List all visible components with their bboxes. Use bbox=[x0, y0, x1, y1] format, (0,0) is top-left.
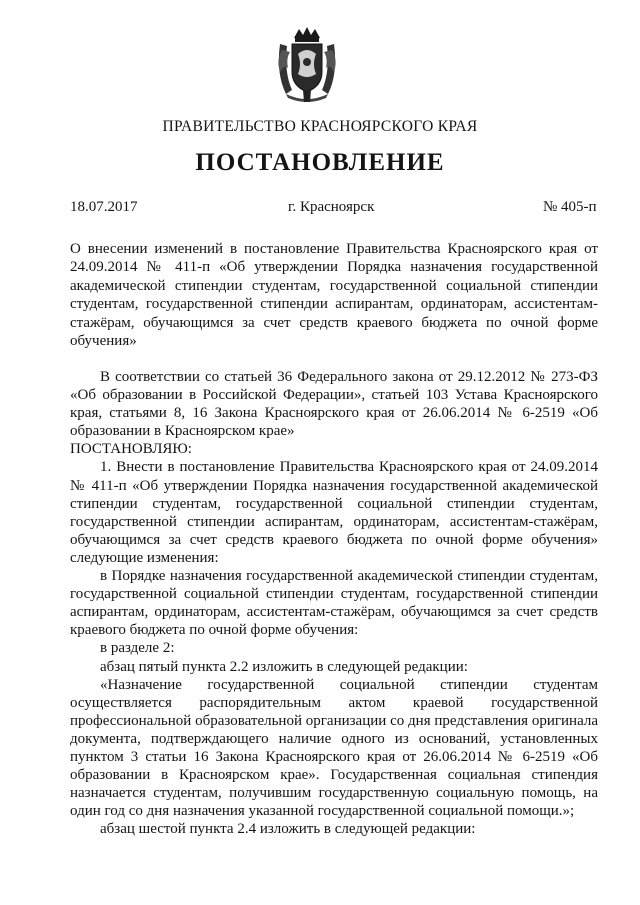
paragraph-5-instruction: абзац пятый пункта 2.2 изложить в следующей редакции: bbox=[100, 658, 468, 675]
government-name: ПРАВИТЕЛЬСТВО КРАСНОЯРСКОГО КРАЯ bbox=[162, 118, 478, 135]
preamble-paragraph: В соответствии со статьей 36 Федерального закона от 29.12.2012 № 273-ФЗ «Об образовании в Российской Федерации», статьей 103 Устава Красноярского края, статьями 8, 16 Закона Красноярского края от 26.06.2014 № 6-2519 «Об образовании в Красноярском крае» bbox=[70, 369, 598, 440]
document-date: 18.07.2017 bbox=[70, 199, 138, 215]
document-number: № 405-п bbox=[543, 199, 597, 215]
document-subject bbox=[70, 240, 598, 350]
section-paragraph: в разделе 2: bbox=[100, 640, 175, 657]
document-type-title: ПОСТАНОВЛЕНИЕ bbox=[195, 149, 445, 176]
document-city: г. Красноярск bbox=[288, 199, 375, 215]
coat-of-arms-emblem bbox=[272, 24, 342, 104]
paragraph-6-instruction: абзац шестой пункта 2.4 изложить в следующей редакции: bbox=[100, 821, 476, 838]
quoted-amendment: «Назначение государственной социальной стипендии студентам осуществляется распорядительным актом краевой государственной профессиональной образовательной организации со дня представления оригинала документа, подтверждающего наличие одного из оснований, установленных пунктом 3 статьи 16 Закона Красноярского края от 26.06.2014 № 6-2519 «Об образовании в Красноярском крае». Государственная социальная стипендия назначается студентам, получившим государственную социальную помощь, на один год со дня назначения указанной государственной социальной помощи.»; bbox=[70, 676, 598, 820]
item-1-paragraph: 1. Внести в постановление Правительства Красноярского края от 24.09.2014 № 411-п «Об утверждении Порядка назначения государственной академической стипендии студентам, государственной социальной стипендии студентам, государственной стипендии аспирантам, ординаторам, ассистентам-стажёрам, обучающимся за счет средств краевого бюджета по очной форме обучения» следующие изменения: bbox=[70, 459, 598, 566]
subject-text: О внесении изменений в постановление Правительства Красноярского края от 24.09.2014 № 411-п «Об утверждении Порядка назначения государственной академической стипендии студентам, государственной социальной стипендии студентам, государственной стипендии аспирантам, ординаторам, ассистентам-стажёрам, обучающимся за счет средств краевого бюджета по очной форме обучения» bbox=[70, 241, 598, 350]
resolve-heading: ПОСТАНОВЛЯЮ: bbox=[70, 441, 192, 458]
document-body bbox=[70, 368, 598, 838]
order-paragraph: в Порядке назначения государственной академической стипендии студентам, государственной социальной стипендии студентам, государственной стипендии аспирантам, ординаторам, ассистентам-стажёрам, обучающимся за счет средств краевого бюджета по очной форме обучения: bbox=[70, 568, 598, 639]
